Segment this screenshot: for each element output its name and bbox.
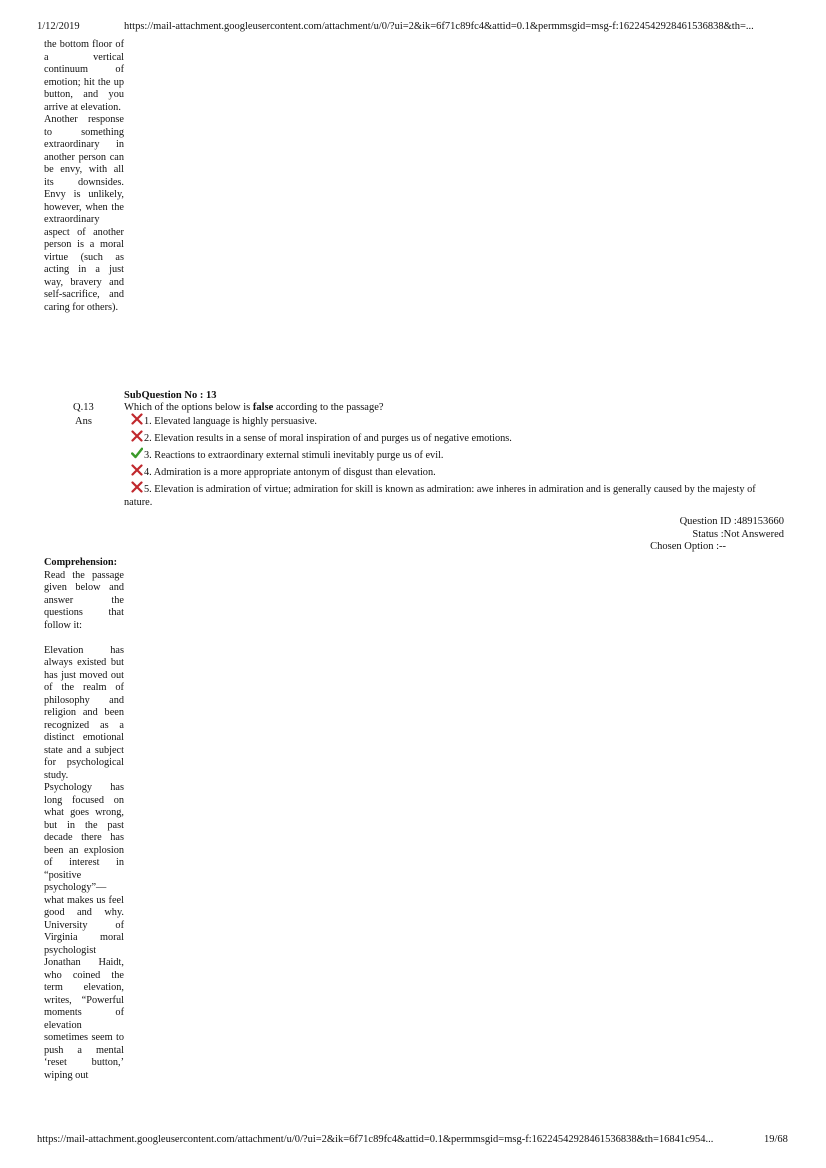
answer-option <box>124 484 764 509</box>
cross-icon <box>131 481 143 493</box>
cross-icon <box>131 464 143 476</box>
check-icon <box>131 447 143 459</box>
subquestion-heading: SubQuestion No : 13 <box>124 390 217 401</box>
option-text: 5. Elevation is admiration of virtue; admiration for skill is known as admiration: awe inheres in admiration and is generally caused by the majesty of nature. <box>124 484 756 508</box>
passage-paragraph: the bottom floor of a vertical continuum of emotion; hit the up button, and you arrive at elevation. <box>44 39 124 113</box>
print-date: 1/12/2019 <box>37 21 80 32</box>
comprehension-title: Comprehension: <box>44 557 118 568</box>
option-text: 4. Admiration is a more appropriate antonym of disgust than elevation. <box>144 467 436 478</box>
answer-option-correct <box>124 450 764 463</box>
print-footer-url: https://mail-attachment.googleusercontent.com/attachment/u/0/?ui=2&ik=6f71c89fc4&attid=0.1&permmsgid=msg-f:16224542928461536838&th=16841c954... <box>37 1134 714 1145</box>
option-text: 1. Elevated language is highly persuasive. <box>144 416 317 427</box>
print-header-url: https://mail-attachment.googleusercontent.com/attachment/u/0/?ui=2&ik=6f71c89fc4&attid=0.1&permmsgid=msg-f:16224542928461536838&th=... <box>124 21 754 32</box>
passage-paragraph: Psychology has long focused on what goes wrong, but in the past decade there has been an explosion of interest in “positive psychology”—what makes us feel good and why. University of Virginia moral psychologist Jonathan Haidt, who coined the term elevation, writes, “Powerful moments of elevation sometimes seem to push a mental ‘reset button,’ wiping out <box>44 782 124 1081</box>
answer-option <box>124 433 764 446</box>
answer-label: Ans <box>75 416 92 427</box>
passage-top-column <box>44 39 124 314</box>
question-id: Question ID :489153660 <box>679 516 784 527</box>
passage-paragraph: Another response to something extraordinary in another person can be envy, with all its downsides. Envy is unlikely, however, when the extraordinary aspect of another person is a moral virtue (such as acting in a just way, bravery and self-sacrifice, and caring for others). <box>44 114 124 313</box>
page-number: 19/68 <box>764 1134 788 1145</box>
question-number: Q.13 <box>73 402 94 413</box>
cross-icon <box>131 430 143 442</box>
answer-option <box>124 467 764 480</box>
question-text: Which of the options below is false according to the passage? <box>124 402 384 413</box>
question-status: Status :Not Answered <box>692 528 784 540</box>
option-text: 3. Reactions to extraordinary external stimuli inevitably purge us of evil. <box>144 450 444 461</box>
passage-paragraph: Elevation has always existed but has just moved out of the realm of philosophy and religion and been recognized as a distinct emotional state and a subject for psychological study. <box>44 644 124 781</box>
comprehension-column <box>44 557 124 1082</box>
answer-option <box>124 416 764 429</box>
option-text: 2. Elevation results in a sense of moral inspiration of and purges us of negative emotions. <box>144 433 512 444</box>
question-meta <box>650 516 784 554</box>
chosen-option: Chosen Option :-- <box>650 541 726 553</box>
cross-icon <box>131 413 143 425</box>
answer-options <box>124 416 764 514</box>
comprehension-instructions: Read the passage given below and answer the questions that follow it: <box>44 569 124 631</box>
